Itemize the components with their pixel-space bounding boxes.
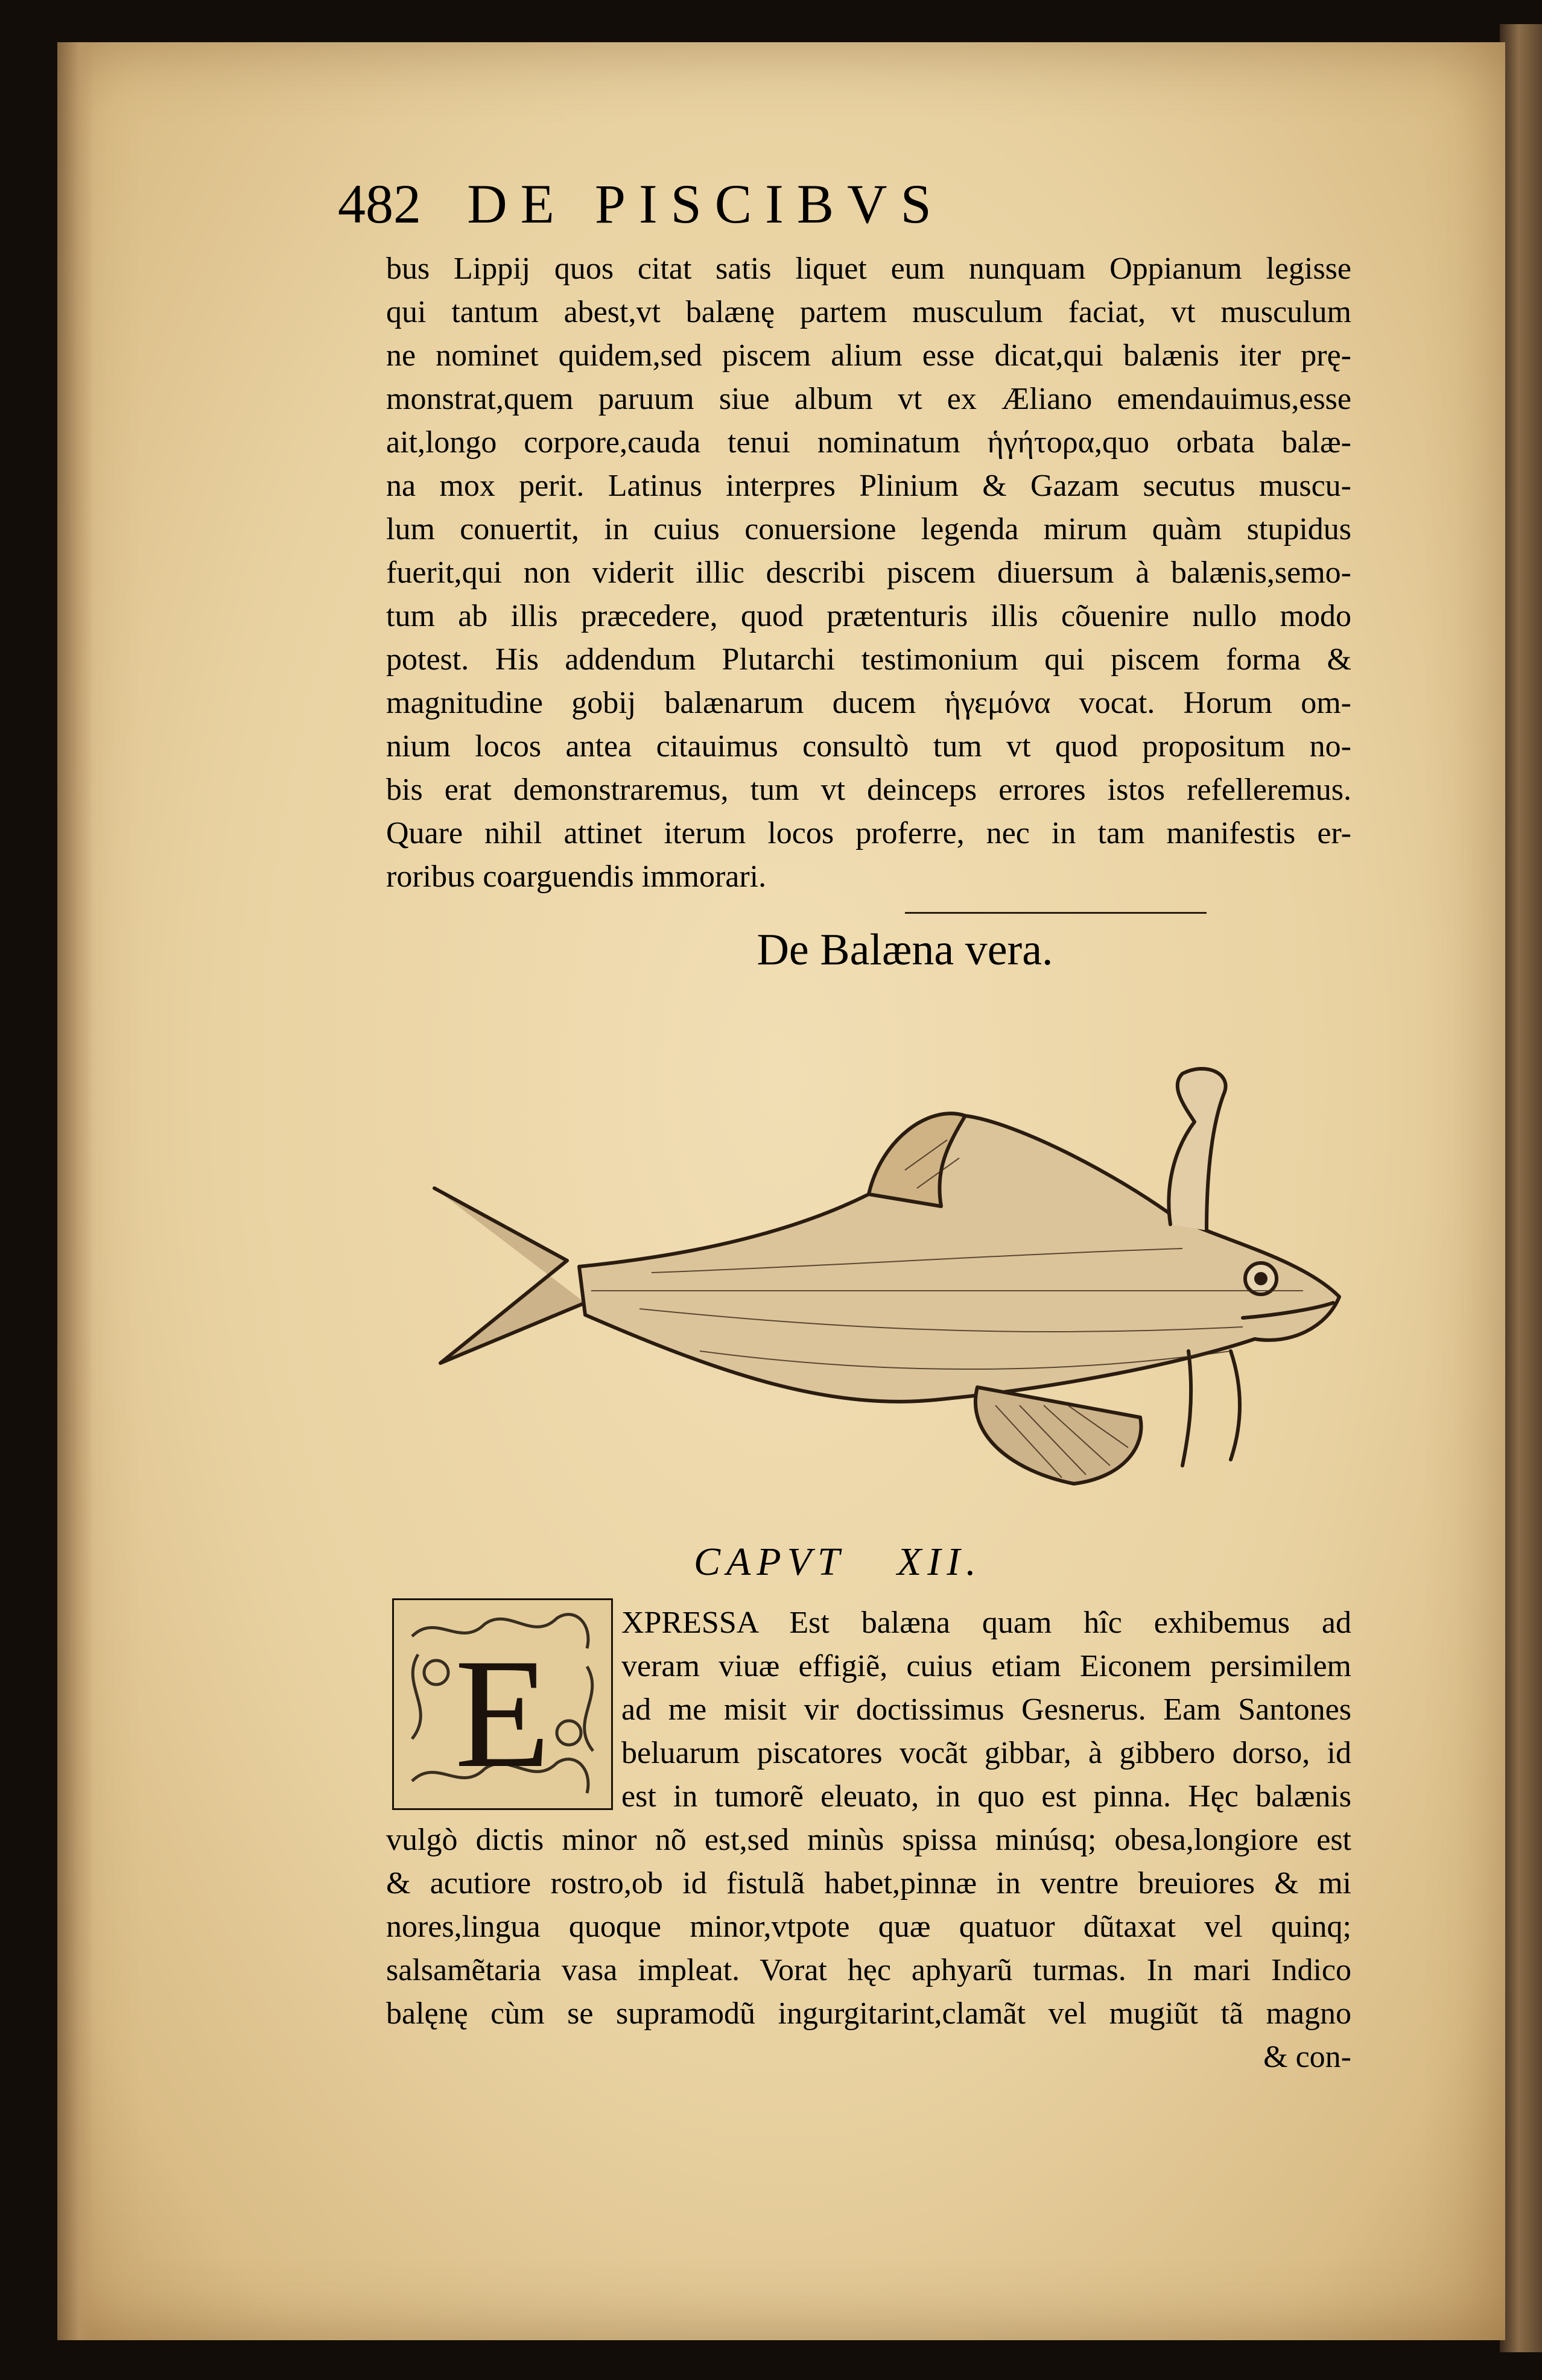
chapter-label: CAPVT <box>694 1540 845 1584</box>
body-first-lines <box>621 1601 1351 1818</box>
body-line: salsamẽtaria vasa impleat. Vorat hęc aphyarũ turmas. In mari Indico <box>386 1953 1351 1987</box>
body-rest-lines <box>386 1818 1351 2079</box>
text-line: roribus coarguendis immorari. <box>386 859 767 894</box>
body-line: XPRESSA Est balæna quam hîc exhibemus ad <box>621 1606 1351 1640</box>
section-rule <box>905 912 1207 914</box>
body-line: vulgò dictis minor nõ est,sed minùs spissa minúsq; obesa,longiore est <box>386 1823 1351 1857</box>
book-fore-edge <box>1500 24 1542 2352</box>
body-line: est in tumorẽ eleuato, in quo est pinna. Hęc balænis <box>621 1779 1351 1814</box>
catchword: & con- <box>1263 2040 1351 2074</box>
running-head <box>284 172 1128 244</box>
text-line: ait,longo corpore,cauda tenui nominatum ἡγήτορα,quo orbata balæ- <box>386 425 1351 460</box>
initial-letter: E <box>454 1627 551 1800</box>
text-line: qui tantum abest,vt balænę partem musculum faciat, vt musculum <box>386 295 1351 329</box>
text-line: fuerit,qui non viderit illic describi piscem diuersum à balænis,semo- <box>386 555 1351 590</box>
body-line: beluarum piscatores vocãt gibbar, à gibbero dorso, id <box>621 1736 1351 1770</box>
body-line: nores,lingua quoque minor,vtpote quæ quatuor dũtaxat vel quinq; <box>386 1910 1351 1944</box>
body-line: & acutiore rostro,ob id fistulã habet,pinnæ in ventre breuiores & mi <box>386 1866 1351 1901</box>
body-line: balęnę cùm se supramodũ ingurgitarint,clamãt vel mugiũt tã magno <box>386 1996 1351 2031</box>
whale-woodcut <box>338 989 1363 1520</box>
text-line: magnitudine gobij balænarum ducem ἡγεμόνα vocat. Horum om- <box>386 686 1351 720</box>
text-line: bus Lippij quos citat satis liquet eum nunquam Oppianum legisse <box>386 252 1351 286</box>
text-line: Quare nihil attinet iterum locos proferre, nec in tam manifestis er- <box>386 816 1351 850</box>
top-text-block <box>386 247 1351 899</box>
text-line: tum ab illis præcedere, quod prætenturis illis cõuenire nullo modo <box>386 599 1351 633</box>
chapter-heading <box>694 1535 1116 1589</box>
text-line: monstrat,quem paruum siue album vt ex Æliano emendauimus,esse <box>386 382 1351 416</box>
page-number: 482 <box>338 173 421 235</box>
text-line: na mox perit. Latinus interpres Plinium & Gazam secutus muscu- <box>386 469 1351 503</box>
body-line: veram viuæ effigiẽ, cuius etiam Eiconem persimilem <box>621 1649 1351 1683</box>
page-gutter-shadow <box>57 42 94 2340</box>
text-line: nium locos antea citauimus consultò tum vt quod propositum no- <box>386 729 1351 764</box>
decorated-initial <box>392 1598 613 1810</box>
text-line: lum conuertit, in cuius conuersione legenda mirum quàm stupidus <box>386 512 1351 546</box>
text-line: bis erat demonstraremus, tum vt deinceps errores istos refelleremus. <box>386 773 1351 807</box>
text-line: ne nominet quidem,sed piscem alium esse dicat,qui balænis iter prę- <box>386 338 1351 373</box>
running-title: DE PISCIBVS <box>467 173 945 235</box>
chapter-number: XII. <box>896 1540 982 1584</box>
text-line: potest. His addendum Plutarchi testimonium qui piscem forma & <box>386 642 1351 677</box>
section-heading: De Balæna vera. <box>757 925 1053 975</box>
body-line: ad me misit vir doctissimus Gesnerus. Eam Santones <box>621 1692 1351 1727</box>
